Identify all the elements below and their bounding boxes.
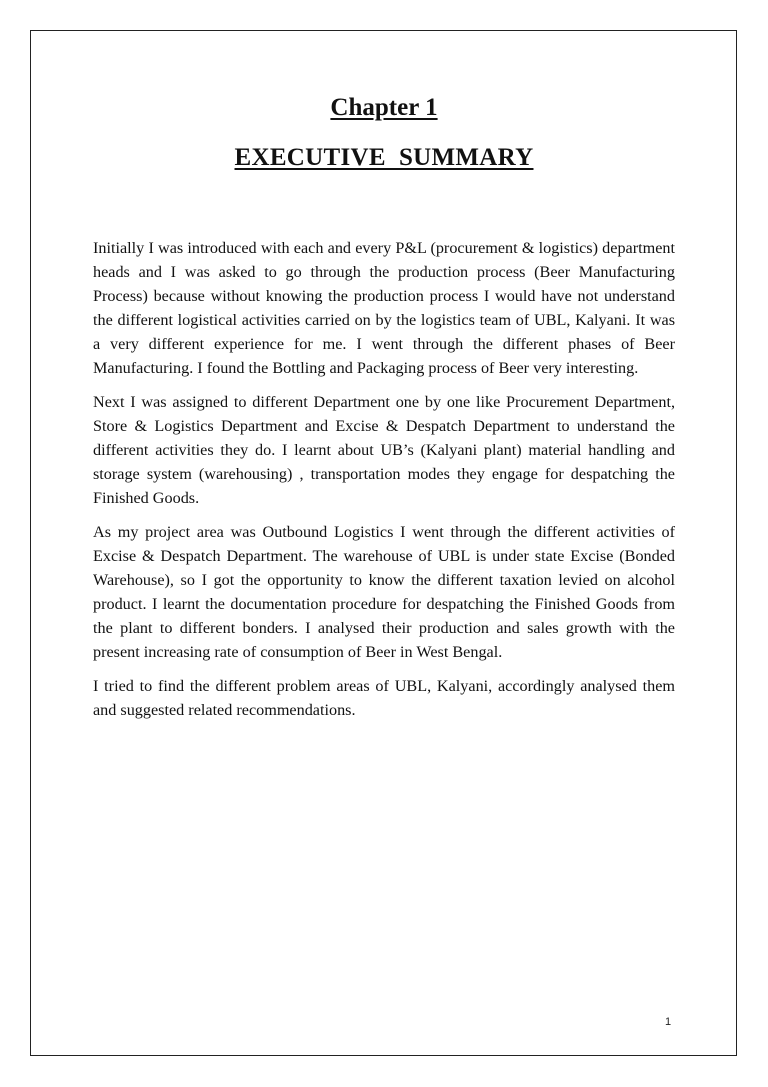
paragraph-1: Initially I was introduced with each and every P&L (procurement & logistics) department heads and I was asked to go through the production process (Beer Manufacturing Process) because without knowing the production process I would have not understand the different logistical activities carried on by the logistics team of UBL, Kalyani. It was a very different experience for me. I went through the different phases of Beer Manufacturing. I found the Bottling and Packaging process of Beer very interesting. <box>93 239 675 377</box>
paragraph-2: Next I was assigned to different Department one by one like Procurement Department, Store & Logistics Department and Excise & Despatch Department to understand the different activities they do. I learnt about UB’s (Kalyani plant) material handling and storage system (warehousing) , transportation modes they engage for despatching the Finished Goods. <box>93 393 675 507</box>
body-text <box>93 236 675 732</box>
paragraph-4: I tried to find the different problem areas of UBL, Kalyani, accordingly analysed them and suggested related recommendations. <box>93 677 675 719</box>
section-heading <box>0 144 768 172</box>
section-title: EXECUTIVE SUMMARY <box>234 144 534 171</box>
chapter-label: Chapter 1 <box>330 94 438 121</box>
chapter-heading <box>0 94 768 122</box>
paragraph-3: As my project area was Outbound Logistics I went through the different activities of Excise & Despatch Department. The warehouse of UBL is under state Excise (Bonded Warehouse), so I got the opportunity to know the different taxation levied on alcohol product. I learnt the documentation procedure for despatching the Finished Goods from the plant to different bonders. I analysed their production and sales growth with the present increasing rate of consumption of Beer in West Bengal. <box>93 523 675 661</box>
page-number: 1 <box>665 1016 672 1028</box>
